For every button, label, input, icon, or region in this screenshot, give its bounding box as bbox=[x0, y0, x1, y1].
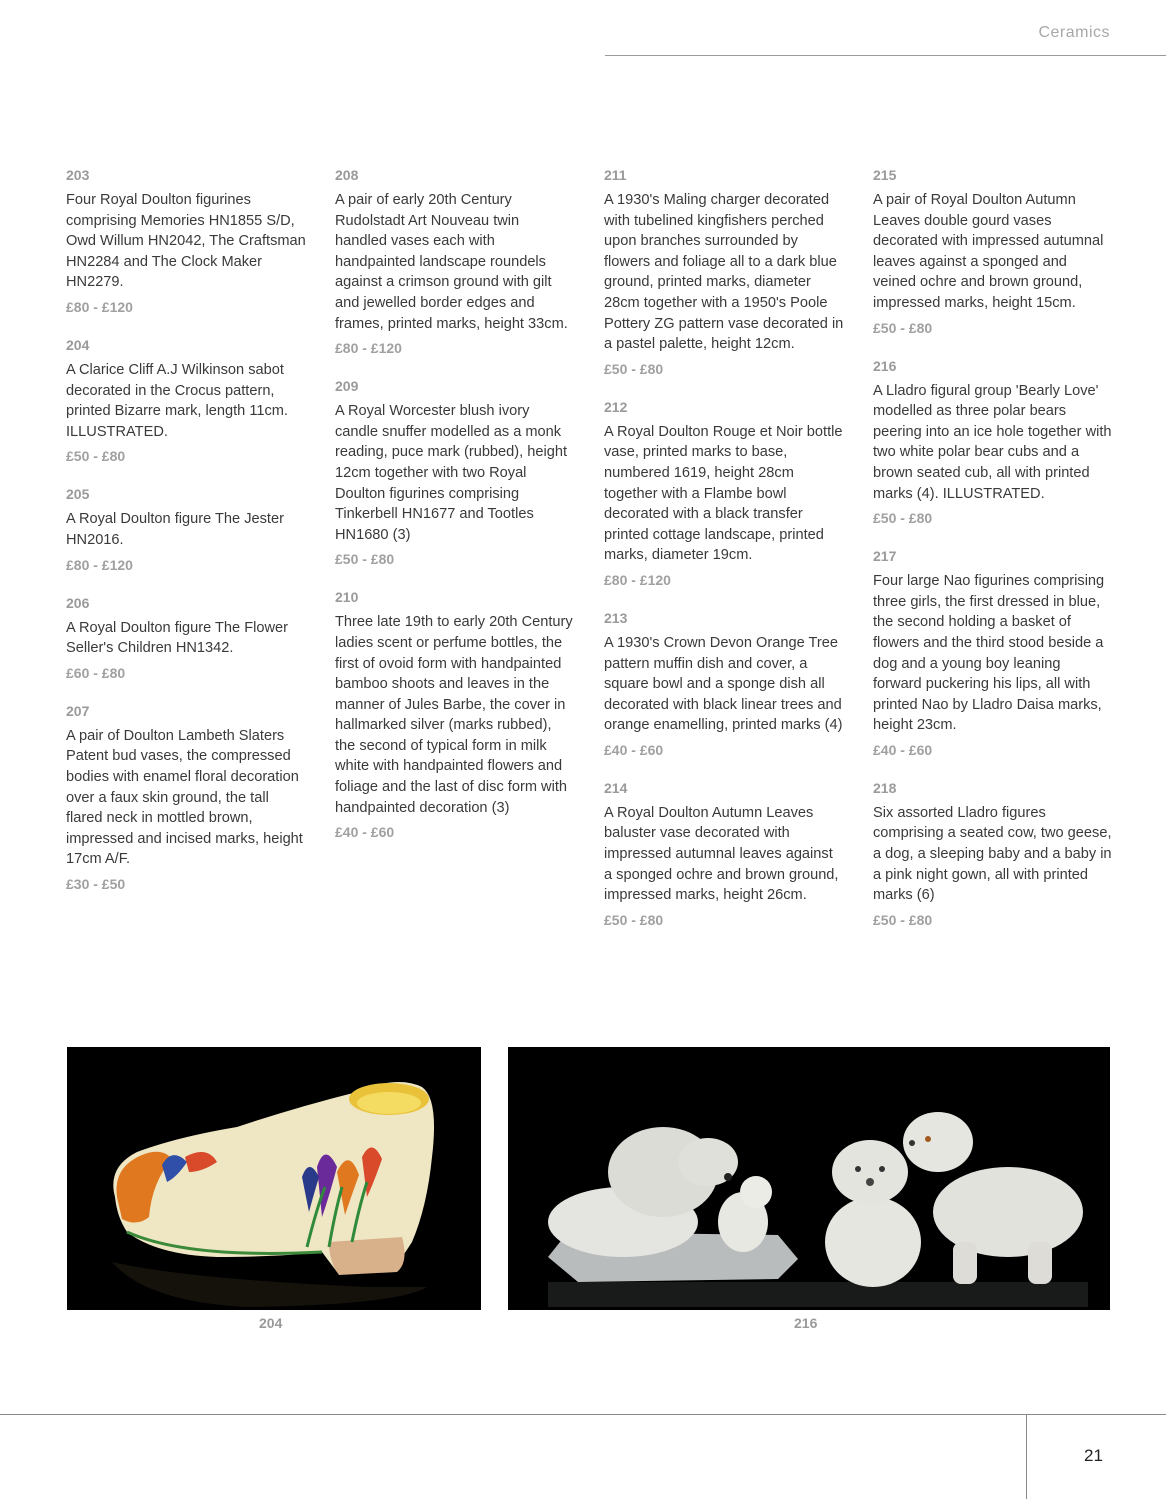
lot-number: 204 bbox=[66, 336, 90, 353]
lot-entry bbox=[604, 166, 844, 378]
lot-number: 206 bbox=[66, 594, 90, 611]
illustration-caption: 204 bbox=[259, 1315, 283, 1331]
illustration-caption: 216 bbox=[794, 1315, 818, 1331]
polar-bears-photo bbox=[508, 1047, 1110, 1310]
lot-column-2 bbox=[335, 166, 575, 861]
lot-entry bbox=[66, 702, 306, 893]
lot-entry bbox=[335, 377, 575, 568]
lot-column-1 bbox=[66, 166, 306, 913]
lot-estimate: £40 - £60 bbox=[604, 741, 664, 758]
lot-description: A 1930's Crown Devon Orange Tree pattern muffin dish and cover, a square bowl and a sponge dish all decorated with black linear trees and orange enamelling, printed marks (4) bbox=[604, 634, 843, 734]
lot-entry bbox=[604, 398, 844, 589]
lot-columns bbox=[66, 166, 1116, 1016]
lot-estimate: £50 - £80 bbox=[604, 360, 664, 377]
lot-estimate: £50 - £80 bbox=[873, 911, 933, 928]
lot-estimate: £50 - £80 bbox=[335, 551, 395, 568]
lot-entry bbox=[66, 166, 306, 316]
lot-number: 216 bbox=[873, 357, 897, 374]
page-number: 21 bbox=[1084, 1446, 1103, 1465]
lot-number: 205 bbox=[66, 486, 90, 503]
lot-estimate: £40 - £60 bbox=[873, 741, 933, 758]
lot-estimate: £40 - £60 bbox=[335, 824, 395, 841]
lot-number: 211 bbox=[604, 167, 627, 183]
lot-entry bbox=[66, 485, 306, 573]
lot-estimate: £50 - £80 bbox=[604, 911, 664, 928]
lot-description: Six assorted Lladro figures comprising a seated cow, two geese, a dog, a sleeping baby and a baby in a pink night gown, all with printed marks (6) bbox=[873, 804, 1112, 904]
lot-number: 213 bbox=[604, 609, 628, 626]
lot-number: 214 bbox=[604, 779, 628, 796]
lot-number: 208 bbox=[335, 167, 359, 183]
lot-entry bbox=[873, 779, 1113, 929]
lot-number: 212 bbox=[604, 398, 628, 415]
lot-entry bbox=[873, 166, 1113, 337]
lot-number: 203 bbox=[66, 167, 90, 183]
lot-number: 218 bbox=[873, 779, 897, 796]
lot-description: A Clarice Cliff A.J Wilkinson sabot decorated in the Crocus pattern, printed Bizarre mark, length 11cm. ILLUSTRATED. bbox=[66, 361, 288, 440]
lot-description: Three late 19th to early 20th Century ladies scent or perfume bottles, the first of ovoid form with handpainted bamboo shoots and leaves in the manner of Jules Barbe, the cover in hallmarked silver (marks rubbed), the second of typical form in milk white with handpainted flowers and foliage and the last of disc form with handpainted decoration (3) bbox=[335, 614, 573, 816]
lot-description: A pair of Doulton Lambeth Slaters Patent bud vases, the compressed bodies with enamel floral decoration over a faux skin ground, the tall flared neck in mottled brown, impressed and incised marks, height 17cm A/F. bbox=[66, 727, 303, 868]
lot-entry bbox=[604, 609, 844, 759]
header-rule bbox=[605, 55, 1166, 56]
footer-divider bbox=[1026, 1414, 1027, 1499]
lot-estimate: £80 - £120 bbox=[66, 298, 133, 315]
lot-description: A Royal Doulton figure The Flower Seller's Children HN1342. bbox=[66, 619, 288, 657]
lot-description: A Lladro figural group 'Bearly Love' modelled as three polar bears peering into an ice hole together with two white polar bear cubs and a brown seated cub, all with printed marks (4). ILLUSTRATED. bbox=[873, 382, 1112, 502]
lot-description: A pair of Royal Doulton Autumn Leaves double gourd vases decorated with impressed autumnal leaves against a sponged and veined ochre and brown ground, impressed marks, height 15cm. bbox=[873, 192, 1104, 311]
lot-description: Four large Nao figurines comprising three girls, the first dressed in blue, the second holding a basket of flowers and the third stood beside a dog and a young boy leaning forward puckering his lips, all with printed Nao by Lladro Daisa marks, height 23cm. bbox=[873, 573, 1105, 734]
lot-entry bbox=[335, 166, 575, 357]
lot-column-3 bbox=[604, 166, 844, 949]
lot-estimate: £50 - £80 bbox=[873, 319, 933, 336]
sabot-photo bbox=[67, 1047, 481, 1310]
lot-entry bbox=[66, 336, 306, 465]
lot-number: 207 bbox=[66, 702, 90, 719]
lot-description: A Royal Worcester blush ivory candle snuffer modelled as a monk reading, puce mark (rubbed), height 12cm together with two Royal Doulton figurines comprising Tinkerbell HN1677 and Tootles HN1680 (3) bbox=[335, 403, 568, 543]
lot-description: A 1930's Maling charger decorated with tubelined kingfishers perched upon branches surrounded by flowers and foliage all to a dark blue ground, printed marks, diameter 28cm together with a 1950's Poole Pottery ZG pattern vase decorated in a pastel palette, height 12cm. bbox=[604, 192, 844, 353]
lot-description: A Royal Doulton Rouge et Noir bottle vase, printed marks to base, numbered 1619, height 28cm together with a Flambe bowl decorated with a black transfer printed cottage landscape, printed marks, diameter 19cm. bbox=[604, 423, 843, 564]
lot-number: 210 bbox=[335, 589, 359, 606]
lot-entry bbox=[335, 588, 575, 841]
lot-entry bbox=[873, 357, 1113, 528]
lot-description: A Royal Doulton figure The Jester HN2016. bbox=[66, 511, 284, 548]
lot-estimate: £80 - £120 bbox=[604, 571, 671, 588]
lot-description: A pair of early 20th Century Rudolstadt Art Nouveau twin handled vases each with handpainted landscape roundels against a crimson ground with gilt and jewelled border edges and frames, printed marks, height 33cm. bbox=[335, 192, 568, 332]
lot-entry bbox=[66, 594, 306, 682]
lot-estimate: £50 - £80 bbox=[66, 448, 126, 465]
lot-estimate: £80 - £120 bbox=[335, 340, 402, 357]
lot-column-4 bbox=[873, 166, 1113, 949]
section-title: Ceramics bbox=[1038, 24, 1110, 41]
lot-number: 215 bbox=[873, 167, 897, 183]
lot-description: A Royal Doulton Autumn Leaves baluster vase decorated with impressed autumnal leaves against a sponged ochre and brown ground, impressed marks, height 26cm. bbox=[604, 804, 839, 904]
lot-estimate: £80 - £120 bbox=[66, 556, 133, 573]
lot-entry bbox=[873, 547, 1113, 759]
lot-estimate: £30 - £50 bbox=[66, 875, 126, 892]
footer-rule bbox=[0, 1414, 1166, 1415]
lot-entry bbox=[604, 779, 844, 929]
lot-description: Four Royal Doulton figurines comprising Memories HN1855 S/D, Owd Willum HN2042, The Craftsman HN2284 and The Clock Maker HN2279. bbox=[66, 192, 306, 291]
lot-estimate: £50 - £80 bbox=[873, 510, 933, 527]
lot-estimate: £60 - £80 bbox=[66, 664, 126, 681]
lot-number: 217 bbox=[873, 548, 897, 565]
lot-number: 209 bbox=[335, 378, 359, 395]
